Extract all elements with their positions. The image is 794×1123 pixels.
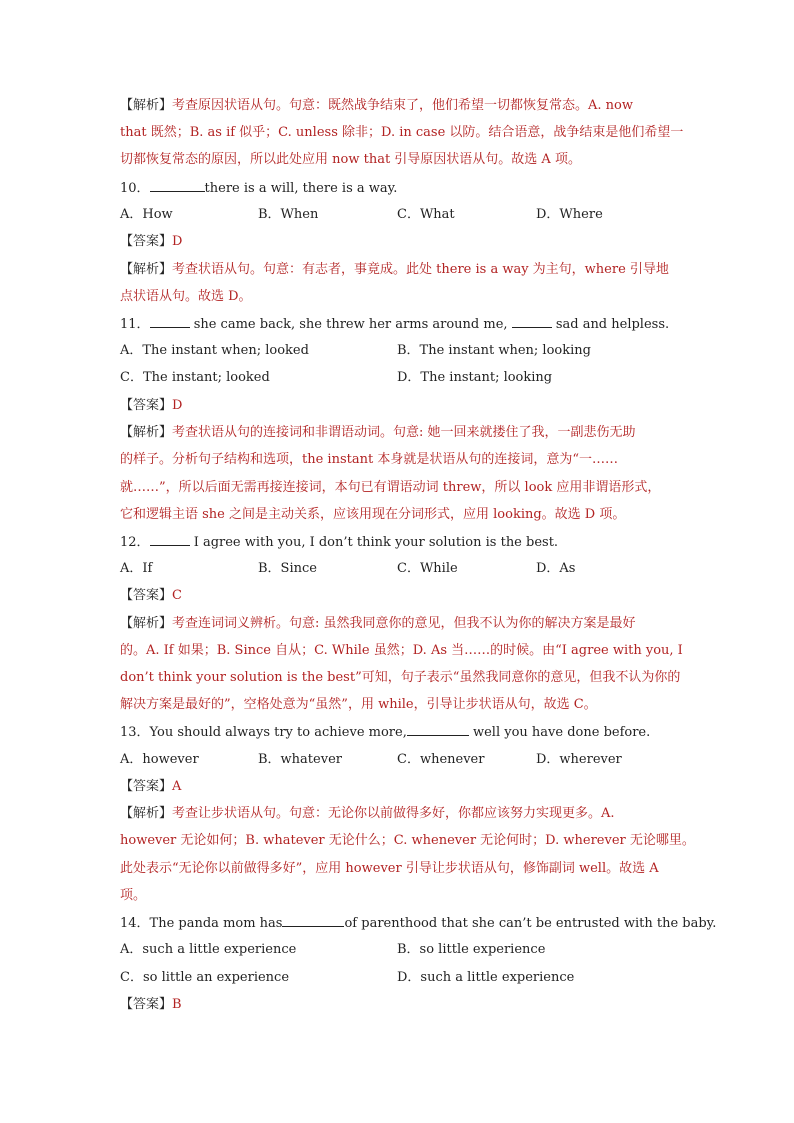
q14-answer: 【答案】B — [120, 997, 182, 1012]
q12-option-a: A．If — [120, 561, 153, 576]
q13-option-b: B．whatever — [258, 752, 342, 767]
q12-option-b: B．Since — [258, 561, 317, 576]
q13-analysis-line-4: 项。 — [120, 888, 147, 903]
q13-option-c: C．whenever — [397, 752, 485, 767]
q12-answer: 【答案】C — [120, 588, 182, 603]
q11-option-d: D．The instant; looking — [397, 370, 553, 385]
question-11: 11． she came back, she threw her arms around me, sad and helpless. — [120, 314, 669, 335]
q12-analysis-line-2: 的。A. If 如果；B. Since 自从；C. While 虽然；D. As 当……的时候。由“I agree with you, I — [120, 643, 683, 658]
blank — [150, 314, 190, 328]
q14-option-d: D．such a little experience — [397, 970, 575, 985]
q13-analysis-line-1: 【解析】考查让步状语从句。句意：无论你以前做得多好，你都应该努力实现更多。A. — [120, 806, 615, 821]
analysis-9-line-2: that 既然；B. as if 似乎；C. unless 除非；D. in case 以防。结合语意，战争结束是他们希望一 — [120, 125, 684, 140]
q12-option-c: C．While — [397, 561, 458, 576]
analysis-9-line-3: 切都恢复常态的原因，所以此处应用 now that 引导原因状语从句。故选 A 项。 — [120, 152, 581, 167]
q13-option-a: A．however — [120, 752, 199, 767]
analysis-9-line-1: 【解析】考查原因状语从句。句意：既然战争结束了，他们希望一切都恢复常态。A. now — [120, 98, 633, 113]
q11-analysis-line-3: 就……”，所以后面无需再接连接词，本句已有谓语动词 threw，所以 look 应用非谓语形式， — [120, 480, 661, 495]
q13-answer: 【答案】A — [120, 779, 182, 794]
q12-analysis-line-3: don’t think your solution is the best”可知，句子表示“虽然我同意你的意见，但我不认为你的 — [120, 670, 681, 685]
question-12: 12． I agree with you, I don’t think your solution is the best. — [120, 532, 558, 553]
question-10: 10． there is a will, there is a way. — [120, 178, 397, 199]
q11-answer: 【答案】D — [120, 398, 183, 413]
q13-option-d: D．wherever — [536, 752, 622, 767]
question-14: 14．The panda mom has of parenthood that she can’t be entrusted with the baby. — [120, 913, 716, 934]
q13-analysis-line-2: however 无论如何；B. whatever 无论什么；C. whenever 无论何时；D. wherever 无论哪里。 — [120, 833, 695, 848]
blank — [512, 314, 552, 328]
q11-analysis-line-4: 它和逻辑主语 she 之间是主动关系，应该用现在分词形式，应用 looking。故选 D 项。 — [120, 507, 626, 522]
blank — [150, 178, 205, 192]
q11-analysis-line-2: 的样子。分析句子结构和选项，the instant 本身就是状语从句的连接词，意为“一…… — [120, 452, 618, 467]
blank — [407, 722, 469, 736]
q12-analysis-line-1: 【解析】考查连词词义辨析。句意: 虽然我同意你的意见，但我不认为你的解决方案是最好 — [120, 616, 636, 631]
q14-option-b: B．so little experience — [397, 942, 546, 957]
q14-option-a: A．such a little experience — [120, 942, 297, 957]
blank — [150, 532, 190, 546]
blank — [282, 913, 344, 927]
q13-analysis-line-3: 此处表示“无论你以前做得多好”，应用 however 引导让步状语从句，修饰副词 well。故选 A — [120, 861, 659, 876]
q11-analysis-line-1: 【解析】考查状语从句的连接词和非谓语动词。句意: 她一回来就搂住了我，一副悲伤无助 — [120, 425, 636, 440]
q14-option-c: C．so little an experience — [120, 970, 290, 985]
q10-answer: 【答案】D — [120, 234, 183, 249]
q10-analysis-line-1: 【解析】考查状语从句。句意：有志者，事竟成。此处 there is a way 为主句，where 引导地 — [120, 262, 669, 277]
q12-analysis-line-4: 解决方案是最好的”，空格处意为“虽然”，用 while，引导让步状语从句，故选 C。 — [120, 697, 597, 712]
q10-analysis-line-2: 点状语从句。故选 D。 — [120, 289, 252, 304]
q12-option-d: D．As — [536, 561, 576, 576]
q10-option-d: D．Where — [536, 207, 603, 222]
q11-option-a: A．The instant when; looked — [120, 343, 309, 358]
q11-option-c: C．The instant; looked — [120, 370, 270, 385]
q10-option-b: B．When — [258, 207, 319, 222]
q11-option-b: B．The instant when; looking — [397, 343, 591, 358]
question-13: 13．You should always try to achieve more, well you have done before. — [120, 722, 650, 743]
q10-option-c: C．What — [397, 207, 455, 222]
q10-option-a: A．How — [120, 207, 173, 222]
analysis-tag: 【解析】 — [120, 98, 173, 113]
